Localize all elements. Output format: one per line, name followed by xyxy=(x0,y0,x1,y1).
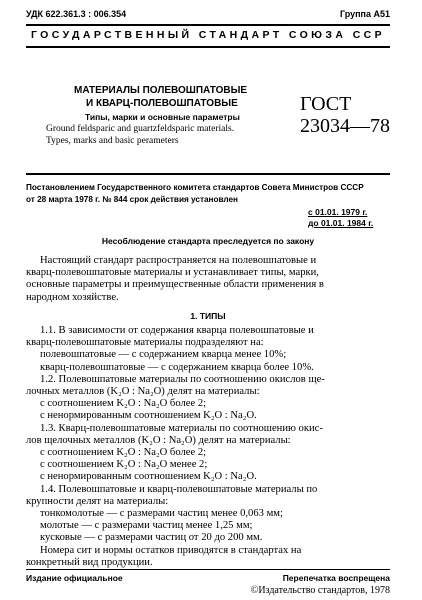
body-line: с соотношением K₂O : Na₂O менее 2; xyxy=(40,459,208,471)
udk-code: УДК 622.361.3 : 006.354 xyxy=(26,9,127,19)
body-line: полевошпатовые — с содержанием кварца менее 10%; xyxy=(40,349,287,361)
body-line: 1.4. Полевошпатовые и кварц-полевошпатовые материалы по xyxy=(40,483,318,495)
body-line: с ненормированным соотношением K₂O : Na₂O. xyxy=(40,410,257,422)
title-en-line-2: Types, marks and basic perameters xyxy=(46,136,179,146)
body-line: кусковые — с размерами частиц от 20 до 200 мм. xyxy=(40,532,263,544)
body-line: конкретный вид продукции. xyxy=(26,556,153,568)
body-line: кварц-полевошпатовые материалы подразделяют на: xyxy=(26,337,264,349)
section-body xyxy=(26,325,392,569)
body-line: с ненормированным соотношением K₂O : Na₂O. xyxy=(40,471,257,483)
body-line: 1.1. В зависимости от содержания кварца полевошпатовые и xyxy=(40,325,314,336)
state-standard-banner: ГОСУДАРСТВЕННЫЙ СТАНДАРТ СОЮЗА ССР xyxy=(30,29,386,41)
intro-line: кварц-полевошпатовые материалы и устанавливает типы, марки, xyxy=(26,267,319,279)
gost-number: 23034—78 xyxy=(300,115,390,137)
legal-warning: Несоблюдение стандарта преследуется по закону xyxy=(101,236,315,246)
title-line-2: И КВАРЦ-ПОЛЕВОШПАТОВЫЕ xyxy=(86,98,238,109)
intro-paragraph xyxy=(26,255,392,304)
title-line-1: МАТЕРИАЛЫ ПОЛЕВОШПАТОВЫЕ xyxy=(74,85,248,96)
body-line: 1.2. Полевошпатовые материалы по соотношению окислов ще- xyxy=(40,373,325,385)
body-line: крупности делят на материалы: xyxy=(26,495,169,507)
official-edition: Издание официальное xyxy=(26,573,123,583)
header-rule-bottom xyxy=(26,46,390,48)
footer-rule xyxy=(26,569,390,570)
group-code: Группа А51 xyxy=(339,9,390,19)
body-line: с соотношением K₂O : Na₂O более 2; xyxy=(40,398,207,410)
body-line: кварц-полевошпатовые — с содержанием кварца более 10%. xyxy=(40,361,314,373)
body-line: лов щелочных металлов (K₂O : Na₂O) делят на материалы: xyxy=(26,434,291,446)
intro-line: Настоящий стандарт распространяется на полевошпатовые и xyxy=(40,255,317,266)
body-line: с соотношением K₂O : Na₂O более 2; xyxy=(40,447,207,459)
body-line: тонкомолотые — с размерами частиц менее 0,063 мм; xyxy=(40,508,283,520)
reprint-notice: Перепечатка воспрещена xyxy=(282,573,390,583)
gost-label: ГОСТ xyxy=(300,93,352,115)
title-rule xyxy=(26,173,390,175)
body-line: лочных металлов (K₂O : Na₂O) делят на материалы: xyxy=(26,386,260,398)
validity-to: до 01.01. 1984 г. xyxy=(308,218,374,228)
intro-line: народном хозяйстве. xyxy=(26,291,119,303)
header-rule-top xyxy=(26,24,390,26)
body-line: Номера сит и нормы остатков приводятся в стандартах на xyxy=(40,544,302,556)
title-subtitle: Типы, марки и основные параметры xyxy=(85,112,240,122)
body-line: 1.3. Кварц-полевошпатовые материалы по соотношению окис- xyxy=(40,422,323,434)
body-line: молотые — с размерами частиц менее 1,25 мм; xyxy=(40,520,253,532)
decree-line-1: Постановлением Государственного комитета стандартов Совета Министров СССР xyxy=(26,183,364,192)
section-title: 1. ТИПЫ xyxy=(190,311,226,321)
copyright: ©Издательство стандартов, 1978 xyxy=(250,585,390,596)
validity-from: с 01.01. 1979 г. xyxy=(308,207,368,217)
title-en-line-1: Ground feldsparic and guartzfeldsparic materials. xyxy=(46,124,235,134)
intro-line: основные параметры и преимущественные области применения в xyxy=(26,279,324,291)
decree-line-2: от 28 марта 1978 г. № 844 срок действия установлен xyxy=(26,195,238,204)
